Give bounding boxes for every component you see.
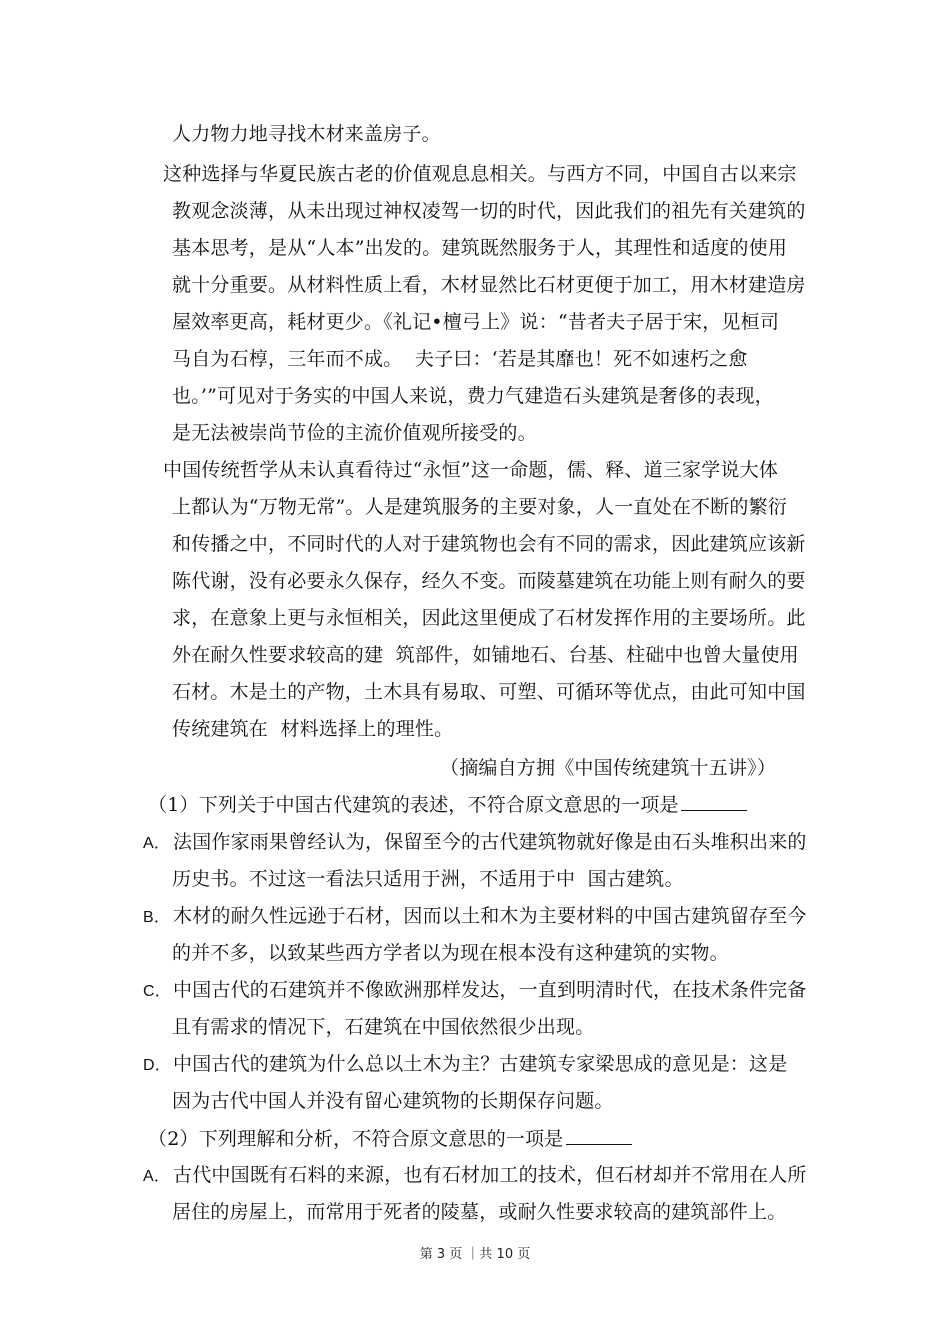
- question-1-stem: [148, 792, 747, 817]
- option-text: 法国作家雨果曾经认为，保留至今的古代建筑物就好像是由石头堆积出来的: [173, 831, 807, 853]
- option-label: A．: [143, 1168, 171, 1185]
- passage-line: 陈代谢，没有必要永久保存，经久不变。而陵墓建筑在功能上则有耐久的要: [172, 570, 806, 592]
- option-text: 古代中国既有石料的来源，也有石材加工的技术，但石材却并不常用在人所: [173, 1164, 807, 1186]
- question-2-text: （2）下列理解和分析，不符合原文意思的一项是: [148, 1128, 564, 1150]
- option-d-line: [143, 1052, 787, 1078]
- option-text: 木材的耐久性远逊于石材，因而以土和木为主要材料的中国古建筑留存至今: [173, 905, 807, 927]
- passage-line: 石材。木是土的产物，土木具有易取、可塑、可循环等优点，由此可知中国: [172, 681, 806, 703]
- question-2-stem: [148, 1126, 632, 1151]
- passage-line: 传统建筑在 材料选择上的理性。: [172, 718, 454, 740]
- source-citation: （摘编自方拥《中国传统建筑十五讲》）: [440, 757, 777, 779]
- option-text: 中国古代的建筑为什么总以土木为主？古建筑专家梁思成的意见是：这是: [173, 1053, 788, 1075]
- option-b-line: [143, 904, 807, 930]
- answer-blank: [566, 1126, 632, 1145]
- option-label: D．: [143, 1057, 171, 1074]
- option-text: 中国古代的石建筑并不像欧洲那样发达，一直到明清时代，在技术条件完备: [173, 979, 807, 1001]
- option-c-line: 且有需求的情况下，石建筑在中国依然很少出现。: [172, 1016, 595, 1038]
- option-a-line: 历史书。不过这一看法只适用于洲，不适用于中 国古建筑。: [172, 868, 684, 890]
- page-footer: 第 3 页 ｜共 10 页: [419, 1247, 531, 1262]
- option-c-line: [143, 978, 807, 1004]
- passage-line: 人力物力地寻找木材来盖房子。: [172, 123, 441, 145]
- option-d-line: 因为古代中国人并没有留心建筑物的长期保存问题。: [172, 1090, 614, 1112]
- answer-blank: [681, 792, 747, 811]
- question-1-text: （1）下列关于中国古代建筑的表述，不符合原文意思的一项是: [148, 794, 679, 816]
- passage-line: 屋效率更高，耗材更少。《礼记•檀弓上》说：“昔者夫子居于宋，见桓司: [172, 311, 780, 333]
- passage-line: 求，在意象上更与永恒相关，因此这里便成了石材发挥作用的主要场所。此: [172, 607, 806, 629]
- passage-line: 基本思考，是从“人本”出发的。建筑既然服务于人，其理性和适度的使用: [172, 237, 788, 259]
- passage-line: 这种选择与华夏民族古老的价值观息息相关。与西方不同，中国自古以来宗: [163, 163, 797, 185]
- passage-line: 也。’”可见对于务实的中国人来说，费力气建造石头建筑是奢侈的表现，: [172, 385, 774, 407]
- passage-line: 外在耐久性要求较高的建 筑部件，如铺地石、台基、柱础中也曾大量使用: [172, 644, 799, 666]
- passage-line: 中国传统哲学从未认真看待过“永恒”这一命题，儒、释、道三家学说大体: [163, 459, 779, 481]
- option-b-line: 的并不多，以致某些西方学者以为现在根本没有这种建筑的实物。: [172, 942, 729, 964]
- passage-line: 就十分重要。从材料性质上看，木材显然比石材更便于加工，用木材建造房: [172, 274, 806, 296]
- option-a-line: [143, 830, 807, 856]
- passage-line: 教观念淡薄，从未出现过神权凌驾一切的时代，因此我们的祖先有关建筑的: [172, 200, 806, 222]
- option-label: C．: [143, 983, 171, 1000]
- passage-line: 马自为石椁，三年而不成。 夫子曰：‘若是其靡也！死不如速朽之愈: [172, 348, 748, 370]
- passage-line: 上都认为“万物无常”。人是建筑服务的主要对象，人一直处在不断的繁衍: [172, 496, 788, 518]
- passage-line: 和传播之中，不同时代的人对于建筑物也会有不同的需求，因此建筑应该新: [172, 533, 806, 555]
- passage-line: 是无法被崇尚节俭的主流价值观所接受的。: [172, 422, 537, 444]
- option-label: A．: [143, 835, 171, 852]
- option-a-line: [143, 1163, 807, 1189]
- option-a-line: 居住的房屋上，而常用于死者的陵墓，或耐久性要求较高的建筑部件上。: [172, 1201, 787, 1223]
- option-label: B．: [143, 909, 171, 926]
